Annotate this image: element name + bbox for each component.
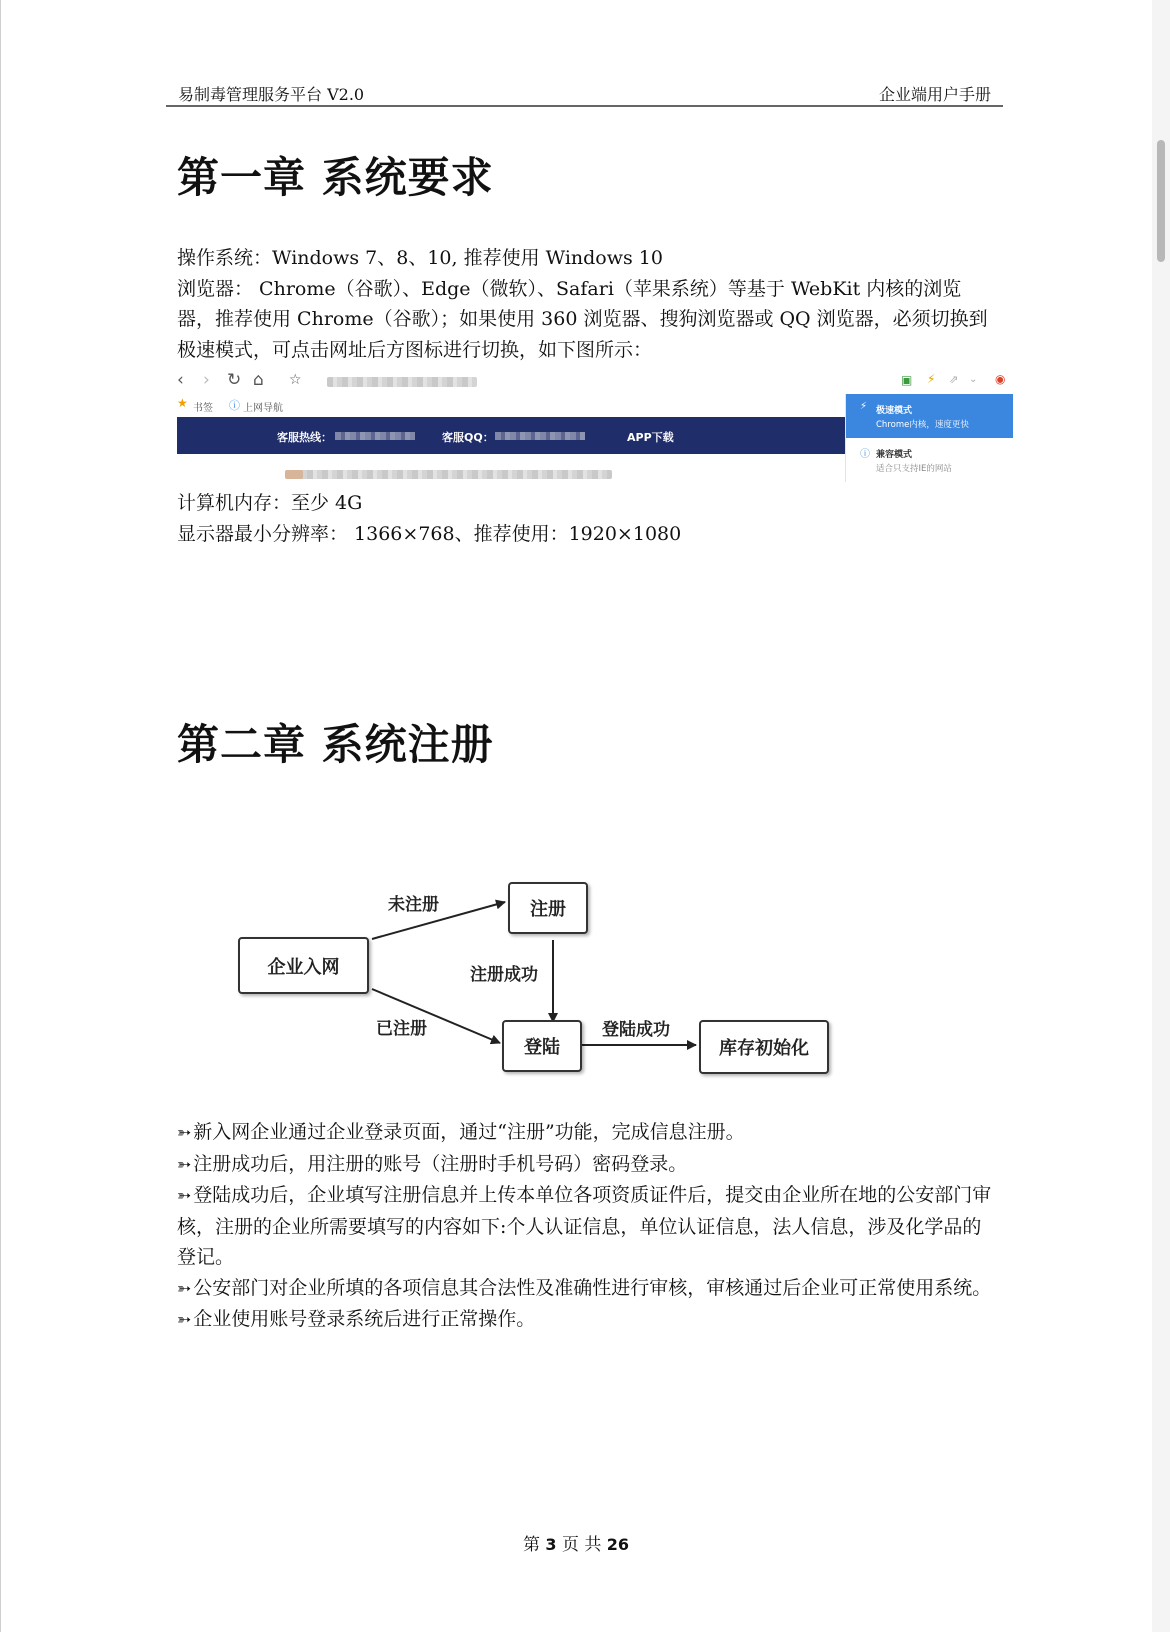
scrollbar[interactable] — [1152, 0, 1170, 1632]
compat-mode-option — [846, 438, 1013, 482]
refresh-icon: ↻ — [227, 370, 242, 390]
lightning-icon: ⚡ — [860, 401, 868, 412]
reader-icon: ▣ — [901, 373, 913, 387]
browser-toolbar — [177, 368, 1013, 394]
step-item — [177, 1117, 993, 1149]
share-icon: ⇗ — [949, 373, 959, 386]
ie-icon: ⓘ — [229, 399, 240, 412]
bookmark-star-icon: ★ — [177, 396, 188, 410]
step-text: 新入网企业通过企业登录页面，通过“注册”功能，完成信息注册。 — [193, 1121, 745, 1143]
ie-icon: ⓘ — [860, 449, 870, 460]
registration-steps — [177, 1117, 993, 1336]
bookmarks-label: 书签 — [193, 403, 213, 414]
browser-requirement: 浏览器： Chrome（谷歌）、Edge（微软）、Safari（苹果系统）等基于 WebKit 内核的浏览器，推荐使用 Chrome（谷歌）；如果使用 360 浏览器、搜狗浏览器或 QQ 浏览器，必须切换到极速模式，可点击网址后方图标进行切换，如下图所示： — [177, 277, 988, 361]
home-icon: ⌂ — [253, 370, 264, 390]
arrow-icon: ➳ — [177, 1310, 192, 1330]
label-registered: 已注册 — [376, 1019, 427, 1039]
label-not-registered: 未注册 — [388, 895, 439, 915]
arrow-icon: ➳ — [177, 1278, 192, 1299]
nav-label: 上网导航 — [243, 403, 283, 414]
step-text: 公安部门对企业所填的各项信息其合法性及准确性进行审核，审核通过后企业可正常使用系统。 — [193, 1276, 992, 1299]
arrow-icon: ➳ — [177, 1154, 192, 1175]
header-manual-name: 企业端用户手册 — [878, 85, 991, 104]
node-login: 登陆 — [502, 1020, 582, 1072]
node-inventory-init: 库存初始化 — [699, 1020, 829, 1074]
step-item — [177, 1149, 993, 1181]
chapter-1-title: 第一章 系统要求 — [177, 153, 494, 202]
system-requirements-text — [177, 243, 993, 365]
total-pages: 26 — [606, 1535, 630, 1554]
page-header — [166, 80, 1003, 107]
registration-flowchart — [230, 862, 830, 1082]
fast-mode-title: 极速模式 — [876, 406, 913, 416]
fast-mode-desc: Chrome内核，速度更快 — [876, 420, 969, 430]
blurred-qq — [495, 432, 585, 440]
browser-screenshot — [177, 368, 1013, 482]
arrow-icon: ➳ — [177, 1186, 192, 1206]
service-qq-label: 客服QQ： — [442, 431, 494, 444]
memory-requirement: 计算机内存：至少 4G — [177, 492, 363, 514]
app-download-label: APP下载 — [627, 431, 674, 444]
step-item — [177, 1180, 993, 1273]
sogou-icon: ◉ — [995, 372, 1006, 386]
footer-prefix: 第 — [522, 1535, 540, 1555]
blurred-url — [327, 377, 477, 387]
footer-middle: 页 共 — [561, 1535, 602, 1555]
star-icon: ☆ — [289, 372, 302, 388]
step-text: 登陆成功后，企业填写注册信息并上传本单位各项资质证件后，提交由企业所在地的公安部门审核，注册的企业所需要填写的内容如下:个人认证信息，单位认证信息，法人信息，涉及化学品的登记。 — [177, 1184, 992, 1268]
browser-mode-menu — [845, 394, 1013, 482]
chevron-down-icon: ⌄ — [969, 374, 978, 385]
back-icon: ‹ — [177, 370, 184, 390]
current-page: 3 — [545, 1535, 557, 1554]
service-hotline-label: 客服热线： — [277, 431, 332, 444]
node-register: 注册 — [508, 882, 588, 934]
scrollbar-thumb[interactable] — [1157, 140, 1165, 262]
compat-mode-desc: 适合只支持IE的网站 — [876, 464, 952, 474]
page-edge — [0, 0, 1, 1632]
blurred-content — [292, 470, 612, 479]
fast-mode-option — [846, 394, 1013, 438]
compat-mode-title: 兼容模式 — [876, 450, 913, 460]
arrow-icon: ➳ — [177, 1123, 192, 1143]
hardware-requirements-text — [177, 488, 993, 549]
resolution-requirement: 显示器最小分辨率： 1366×768、推荐使用：1920×1080 — [177, 522, 682, 545]
blurred-hotline — [335, 432, 415, 440]
step-text: 注册成功后，用注册的账号（注册时手机号码）密码登录。 — [193, 1152, 688, 1175]
label-register-success: 注册成功 — [470, 965, 538, 985]
step-item — [177, 1304, 993, 1336]
forward-icon: › — [203, 370, 210, 390]
step-item — [177, 1273, 993, 1305]
page-footer — [0, 1530, 1152, 1555]
header-title: 易制毒管理服务平台 V2.0 — [178, 85, 365, 104]
blurred-logo — [285, 470, 303, 479]
os-requirement: 操作系统：Windows 7、8、10, 推荐使用 Windows 10 — [177, 247, 663, 269]
site-banner — [177, 417, 845, 454]
label-login-success: 登陆成功 — [602, 1020, 670, 1040]
lightning-icon: ⚡ — [927, 372, 936, 386]
chapter-2-title: 第二章 系统注册 — [177, 720, 494, 769]
step-text: 企业使用账号登录系统后进行正常操作。 — [193, 1308, 536, 1330]
node-enterprise: 企业入网 — [238, 937, 369, 994]
